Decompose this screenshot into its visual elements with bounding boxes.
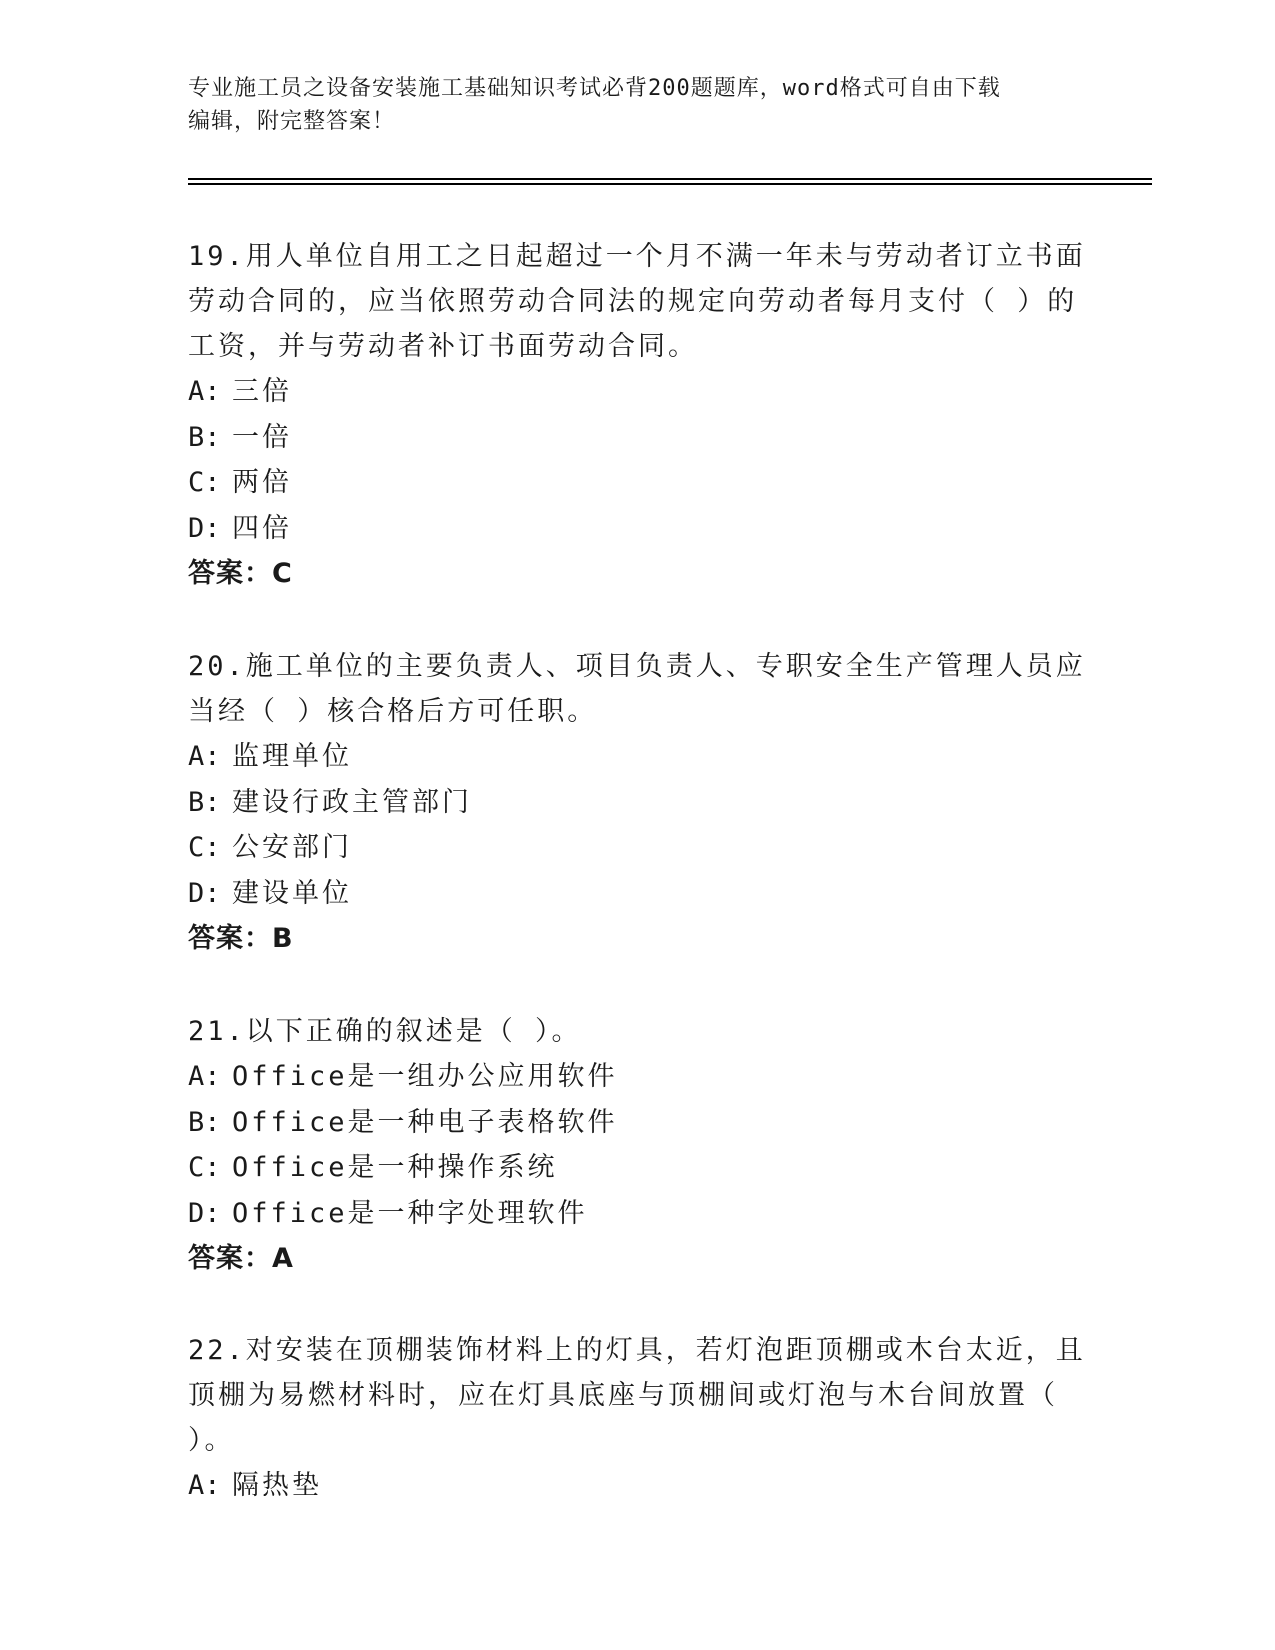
option-b: [188, 780, 1088, 826]
option-text: 建设单位: [232, 877, 352, 909]
option-text: Office是一种操作系统: [232, 1152, 558, 1183]
option-b: [188, 415, 1088, 461]
option-key: A:: [188, 1061, 221, 1092]
option-a: [188, 1054, 1088, 1100]
header-divider-top: [188, 178, 1152, 180]
option-text: Office是一种字处理软件: [232, 1197, 588, 1229]
option-text: Office是一种电子表格软件: [232, 1106, 618, 1138]
option-key: A:: [188, 1470, 221, 1501]
option-text: 建设行政主管部门: [232, 786, 472, 818]
option-text: 三倍: [232, 376, 292, 407]
option-key: C:: [188, 1152, 221, 1183]
header-title-line-1: 专业施工员之设备安装施工基础知识考试必背200题题库，word格式可自由下载: [188, 76, 1001, 101]
option-text: 公安部门: [232, 832, 352, 863]
answer-line: 答案：B: [188, 923, 294, 954]
option-text: 一倍: [232, 421, 292, 453]
answer-line: 答案：A: [188, 1243, 294, 1274]
option-c: [188, 460, 1088, 506]
option-key: B:: [188, 421, 221, 453]
question-stem: 22.对安装在顶棚装饰材料上的灯具，若灯泡距顶棚或木台太近，且顶棚为易燃材料时，应在灯具底座与顶棚间或灯泡与木台间放置（ ）。: [188, 1335, 1086, 1456]
question-19: [188, 234, 1088, 597]
question-20: [188, 644, 1088, 962]
header-title-line-2: 编辑，附完整答案！: [188, 109, 396, 134]
question-21: [188, 1009, 1088, 1282]
option-a: [188, 734, 1088, 780]
question-22: [188, 1328, 1088, 1509]
option-a: [188, 369, 1088, 415]
option-text: 隔热垫: [232, 1470, 322, 1501]
option-key: A:: [188, 741, 221, 772]
option-key: C:: [188, 467, 221, 498]
option-key: D:: [188, 1197, 221, 1229]
option-text: 四倍: [232, 512, 292, 544]
option-text: 监理单位: [232, 741, 352, 772]
option-text: 两倍: [232, 467, 292, 498]
option-d: [188, 871, 1088, 917]
option-a: [188, 1463, 1088, 1509]
option-d: [188, 506, 1088, 552]
question-stem: 19.用人单位自用工之日起超过一个月不满一年未与劳动者订立书面劳动合同的，应当依照劳动合同法的规定向劳动者每月支付（ ）的工资，并与劳动者补订书面劳动合同。: [188, 241, 1086, 362]
option-text: Office是一组办公应用软件: [232, 1061, 618, 1092]
option-c: [188, 1145, 1088, 1191]
option-key: D:: [188, 512, 221, 544]
option-key: A:: [188, 376, 221, 407]
option-d: [188, 1191, 1088, 1237]
document-header: [188, 72, 1088, 138]
option-key: C:: [188, 832, 221, 863]
option-key: B:: [188, 786, 221, 818]
answer-line: 答案：C: [188, 558, 293, 589]
option-c: [188, 825, 1088, 871]
option-b: [188, 1100, 1088, 1146]
question-stem: 21.以下正确的叙述是（ ）。: [188, 1016, 582, 1047]
header-divider-bottom: [188, 183, 1152, 185]
question-stem: 20.施工单位的主要负责人、项目负责人、专职安全生产管理人员应当经（ ）核合格后方可任职。: [188, 651, 1086, 727]
option-key: D:: [188, 877, 221, 909]
option-key: B:: [188, 1106, 221, 1138]
